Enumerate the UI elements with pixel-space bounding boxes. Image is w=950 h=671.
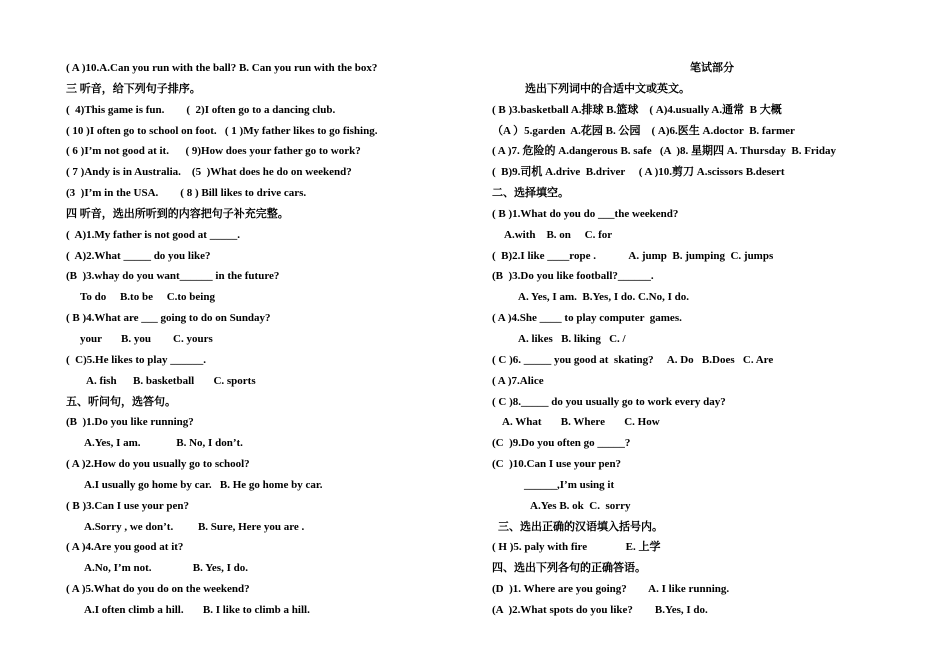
- text-line: ( 7 )Andy is in Australia. (5 )What does he do on weekend?: [66, 166, 352, 179]
- text-line: ( A )4.She ____ to play computer games.: [492, 312, 682, 325]
- text-line: A.with B. on C. for: [504, 228, 613, 241]
- text-line: ( A )5.What do you do on the weekend?: [66, 583, 250, 596]
- text-line: ( B)9.司机 A.drive B.driver ( A )10.剪刀 A.scissors B.desert: [492, 166, 785, 179]
- text-line: (C )10.Can I use your pen?: [492, 458, 622, 471]
- text-line: 选出下列词中的合适中文或英文。: [525, 82, 690, 95]
- text-line: A.Yes, I am. B. No, I don’t.: [84, 437, 243, 450]
- text-line: （A ）5.garden A.花园 B. 公园 ( A)6.医生 A.doctor B. farmer: [492, 124, 795, 137]
- text-line: A. likes B. liking C. /: [518, 332, 626, 345]
- text-line: ( A)2.What _____ do you like?: [66, 249, 211, 262]
- section-title: 笔试部分: [690, 62, 734, 74]
- text-line: ( B )1.What do you do ___the weekend?: [492, 207, 679, 220]
- text-line: (B )1.Do you like running?: [66, 416, 194, 429]
- text-line: 二、选择填空。: [492, 187, 569, 200]
- text-line: ( 6 )I’m not good at it. ( 9)How does your father go to work?: [66, 145, 361, 158]
- text-line: ( H )5. paly with fire E. 上学: [492, 541, 661, 554]
- text-line: ( 10 )I often go to school on foot. ( 1 )My father likes to go fishing.: [66, 124, 378, 137]
- text-line: ( C)5.He likes to play ______.: [66, 353, 206, 366]
- text-line: ( A)1.My father is not good at _____.: [66, 228, 240, 241]
- right-column: [492, 58, 932, 621]
- text-line: A.No, I’m not. B. Yes, I do.: [84, 562, 248, 575]
- text-line: A.Sorry , we don’t. B. Sure, Here you are .: [84, 520, 305, 533]
- text-line: A. What B. Where C. How: [502, 416, 660, 429]
- text-line: 四、选出下列各句的正确答语。: [492, 562, 646, 575]
- text-line: ( 4)This game is fun. ( 2)I often go to a dancing club.: [66, 103, 336, 116]
- text-line: ______,I’m using it: [524, 478, 615, 491]
- text-line: (B )3.whay do you want______ in the future?: [66, 270, 280, 283]
- text-line: 四 听音，选出所听到的内容把句子补充完整。: [66, 207, 289, 220]
- text-line: ( A )2.How do you usually go to school?: [66, 458, 250, 471]
- text-line: A.Yes B. ok C. sorry: [530, 499, 631, 512]
- text-line: (3 )I’m in the USA. ( 8 ) Bill likes to drive cars.: [66, 187, 307, 200]
- left-column: [66, 58, 486, 621]
- text-line: (D )1. Where are you going? A. I like running.: [492, 583, 730, 596]
- text-line: A.I usually go home by car. B. He go home by car.: [84, 478, 323, 491]
- text-line: A. Yes, I am. B.Yes, I do. C.No, I do.: [518, 291, 690, 304]
- text-line: ( C )6. _____ you good at skating? A. Do B.Does C. Are: [492, 353, 774, 366]
- text-line: ( A )7. 危险的 A.dangerous B. safe (A )8. 星期四 A. Thursday B. Friday: [492, 145, 836, 158]
- text-line: your B. you C. yours: [80, 332, 213, 345]
- text-line: ( B)2.I like ____rope . A. jump B. jumping C. jumps: [492, 249, 774, 262]
- text-line: ( B )3.Can I use your pen?: [66, 499, 189, 512]
- text-line: ( A )7.Alice: [492, 374, 544, 387]
- text-line: To do B.to be C.to being: [80, 291, 215, 304]
- text-line: (A )2.What spots do you like? B.Yes, I do.: [492, 603, 708, 616]
- text-line: 五、听问句，选答句。: [66, 395, 176, 408]
- text-line: 三、选出正确的汉语填入括号内。: [498, 520, 663, 533]
- text-line: 三 听音，给下列句子排序。: [66, 82, 201, 95]
- text-line: ( B )3.basketball A.排球 B.篮球 ( A)4.usually A.通常 B 大概: [492, 103, 782, 116]
- text-line: ( A )4.Are you good at it?: [66, 541, 184, 554]
- text-line: (B )3.Do you like football?______.: [492, 270, 654, 283]
- text-line: ( B )4.What are ___ going to do on Sunday?: [66, 312, 271, 325]
- text-line: ( A )10.A.Can you run with the ball? B. Can you run with the box?: [66, 62, 378, 74]
- text-line: (C )9.Do you often go _____?: [492, 437, 631, 450]
- text-line: A.I often climb a hill. B. I like to climb a hill.: [84, 603, 310, 616]
- text-line: A. fish B. basketball C. sports: [86, 374, 256, 387]
- text-line: ( C )8._____ do you usually go to work every day?: [492, 395, 726, 408]
